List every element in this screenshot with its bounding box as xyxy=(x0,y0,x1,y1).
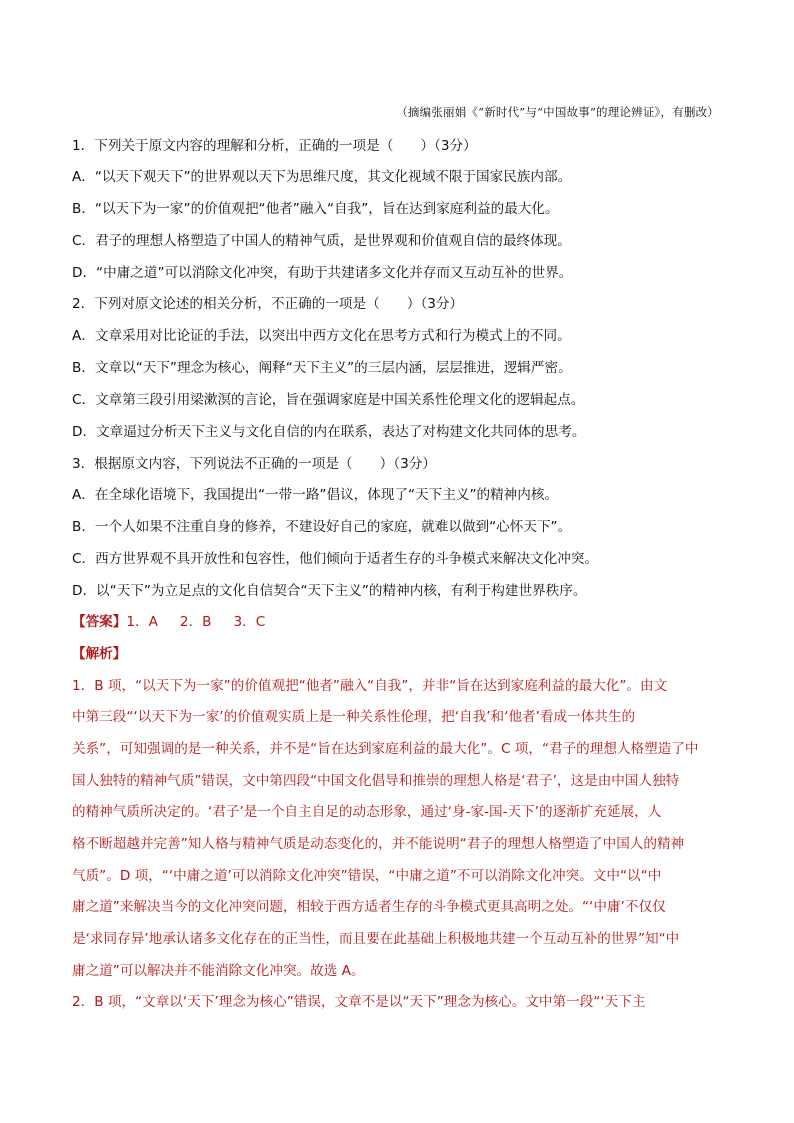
question-1-option-c: C．君子的理想人格塑造了中国人的精神气质，是世界观和价值观自信的最终体现。 xyxy=(72,233,571,249)
analysis-line: 中第三段“‘以天下为一家’的价值观实质上是一种关系性伦理，把‘自我’和‘他者’看成一体共生的 xyxy=(72,709,636,725)
question-3-option-b: B．一个人如果不注重自身的修养，不建设好自己的家庭，就难以做到“心怀天下”。 xyxy=(72,519,572,535)
question-1-option-d: D．“中庸之道”可以消除文化冲突，有助于共建诸多文化并存而又互动互补的世界。 xyxy=(72,265,573,281)
analysis-line: 2．B 项，“文章以‘天下’理念为核心”错误，文章不是以“天下”理念为核心。文中第一段“‘天下主 xyxy=(72,994,646,1010)
question-2-option-d: D．文章逼过分析天下主义与文化自信的内在联系，表达了对构建文化共同体的思考。 xyxy=(72,424,586,440)
analysis-line: 格不断超越并完善”知人格与精神气质是动态变化的，并不能说明“君子的理想人格塑造了中国人的精神 xyxy=(72,836,685,852)
answer-label: 【答案】 xyxy=(72,614,127,630)
answer-item-2: 2．B xyxy=(179,614,212,630)
analysis-line: 庸之道”来解决当今的文化冲突问题，相较于西方适者生存的斗争模式更具高明之处。“‘中庸’不仅仅 xyxy=(72,899,666,915)
answer-line xyxy=(72,613,722,631)
question-2-option-c: C．文章第三段引用梁漱溟的言论，旨在强调家庭是中国关系性伦理文化的逻辑起点。 xyxy=(72,392,585,408)
answer-item-3: 3．C xyxy=(233,614,266,630)
answer-item-1: 1．A xyxy=(126,614,158,630)
analysis-line: 关系”，可知强调的是一种关系，并不是“旨在达到家庭利益的最大化”。C 项，“君子的理想人格塑造了中 xyxy=(72,741,699,757)
question-3-option-c: C．西方世界观不具开放性和包容性，他们倾向于适者生存的斗争模式来解决文化冲突。 xyxy=(72,551,599,567)
source-citation: （摘编张丽娟《“新时代”与“中国故事”的理论辨证》，有删改） xyxy=(396,105,719,119)
question-2-option-a: A．文章采用对比论证的手法，以突出中西方文化在思考方式和行为模式上的不同。 xyxy=(72,328,571,344)
analysis-line: 1．B 项，“以天下为一家”的价值观把“他者”融入“自我”，并非“旨在达到家庭利益的最大化”。由文 xyxy=(72,678,668,694)
question-2-stem: 2．下列对原文论述的相关分析，不正确的一项是（ ）（3分） xyxy=(72,296,464,312)
question-3-option-a: A．在全球化语境下，我国提出“一带一路”倡议，体现了“天下主义”的精神内核。 xyxy=(72,487,559,503)
analysis-label: 【解析】 xyxy=(72,646,127,662)
question-1-option-a: A．“以天下观天下”的世界观以天下为思维尺度，其文化视域不限于国家民族内部。 xyxy=(72,169,572,185)
analysis-line: 国人独特的精神气质”错误，文中第四段“中国文化倡导和推崇的理想人格是‘君子’，这是由中国人独特 xyxy=(72,773,680,789)
analysis-line: 庸之道”可以解决并不能消除文化冲突。故选 A。 xyxy=(72,963,365,979)
analysis-line: 的精神气质所决定的。‘君子’是一个自主自足的动态形象，通过‘身-家-国-天下’的逐渐扩充延展，人 xyxy=(72,804,662,820)
question-2-option-b: B．文章以“天下”理念为核心，阐释“天下主义”的三层内涵，层层推进，逻辑严密。 xyxy=(72,360,572,376)
question-3-stem: 3．根据原文内容，下列说法不正确的一项是（ ）（3分） xyxy=(72,456,436,472)
analysis-line: 是‘求同存异’地承认诸多文化存在的正当性，而且要在此基础上积极地共建一个互动互补的世界”知“中 xyxy=(72,931,680,947)
question-1-stem: 1．下列关于原文内容的理解和分析，正确的一项是（ ）（3分） xyxy=(72,138,477,154)
question-3-option-d: D．以“天下”为立足点的文化自信契合“天下主义”的精神内核，有利于构建世界秩序。 xyxy=(72,583,587,599)
analysis-line: 气质”。D 项，“‘中庸之道’可以消除文化冲突”错误，“中庸之道”不可以消除文化冲突。文中“以“中 xyxy=(72,868,662,884)
question-1-option-b: B．“以天下为一家”的价值观把“他者”融入“自我”，旨在达到家庭利益的最大化。 xyxy=(72,201,559,217)
